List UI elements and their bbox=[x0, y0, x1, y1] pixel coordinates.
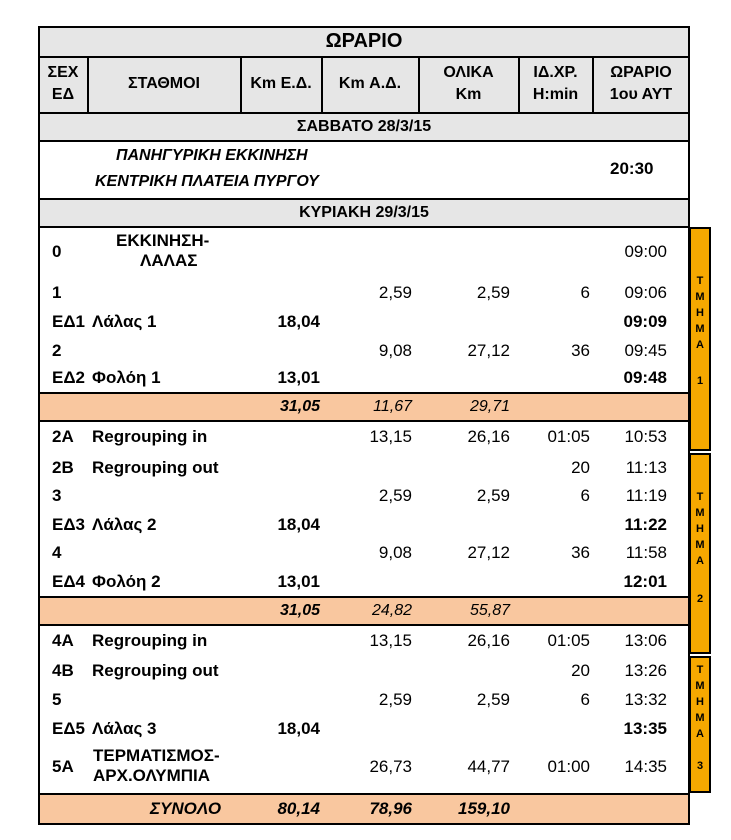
row-idxr: 36 bbox=[571, 543, 590, 562]
saturday-date: ΣΑΒΒΑΤΟ 28/3/15 bbox=[296, 118, 432, 135]
row-station: Regrouping out bbox=[92, 458, 219, 477]
subtotal-km-ed: 31,05 bbox=[279, 398, 320, 415]
row-idxr: 20 bbox=[571, 458, 590, 477]
subtotal-total: 55,87 bbox=[469, 602, 510, 619]
row-idxr: 01:05 bbox=[547, 427, 590, 446]
divider bbox=[38, 392, 690, 394]
row-sec: 2B bbox=[52, 458, 74, 477]
row-time: 11:58 bbox=[625, 543, 667, 562]
row-station: Λάλας 3 bbox=[92, 719, 157, 738]
row-station: Λάλας 1 bbox=[92, 312, 157, 331]
row-km-ad: 2,59 bbox=[378, 486, 412, 505]
row-sec: ΕΔ2 bbox=[52, 368, 86, 387]
row-idxr: 6 bbox=[580, 283, 590, 302]
row-time: 10:53 bbox=[624, 427, 667, 446]
row-total: 26,16 bbox=[467, 427, 510, 446]
row-sec: 5 bbox=[52, 690, 62, 709]
saturday-line2: ΚΕΝΤΡΙΚΗ ΠΛΑΤΕΙΑ ΠΥΡΓΟΥ bbox=[95, 173, 319, 190]
row-sec: 0 bbox=[52, 242, 62, 261]
row-sec: ΕΔ5 bbox=[52, 719, 86, 738]
header-sec: ΣΕΧ ΕΔ bbox=[47, 64, 79, 103]
row-sec: 4B bbox=[52, 661, 74, 680]
row-total: 44,77 bbox=[467, 757, 510, 776]
row-sec: ΕΔ1 bbox=[52, 312, 86, 331]
row-station: Regrouping in bbox=[92, 427, 208, 446]
row-total: 27,12 bbox=[467, 543, 510, 562]
row-km-ed: 13,01 bbox=[277, 572, 320, 591]
row-time: 11:22 bbox=[624, 515, 667, 534]
row-station: Regrouping in bbox=[92, 631, 208, 650]
row-sec: 3 bbox=[52, 486, 62, 505]
subtotal-km-ed: 31,05 bbox=[279, 602, 320, 619]
subtotal-km-ad: 11,67 bbox=[373, 398, 412, 415]
subtotal-km-ad: 24,82 bbox=[371, 602, 412, 619]
row-km-ad: 9,08 bbox=[378, 543, 412, 562]
divider bbox=[38, 596, 690, 598]
divider bbox=[38, 420, 690, 422]
divider bbox=[38, 198, 690, 200]
row-idxr: 6 bbox=[580, 690, 590, 709]
saturday-line1: ΠΑΝΗΓΥΡΙΚΗ ΕΚΚΙΝΗΣΗ bbox=[116, 147, 308, 164]
row-time: 09:48 bbox=[623, 368, 667, 387]
page-title: ΩΡΑΡΙΟ bbox=[325, 30, 403, 52]
row-sec: ΕΔ3 bbox=[52, 515, 86, 534]
row-km-ed: 18,04 bbox=[277, 719, 320, 738]
row-sec: 2A bbox=[52, 427, 74, 446]
sunday-date: ΚΥΡΙΑΚΗ 29/3/15 bbox=[299, 204, 429, 221]
row-idxr: 20 bbox=[571, 661, 590, 680]
header-schedule: ΩΡΑΡΙΟ 1ου ΑΥΤ bbox=[609, 64, 673, 103]
row-time: 12:01 bbox=[623, 572, 667, 591]
row-time: 09:00 bbox=[624, 242, 667, 261]
row-station: Φολόη 2 bbox=[92, 572, 161, 591]
row-total: 2,59 bbox=[476, 283, 510, 302]
row-total: 2,59 bbox=[476, 690, 510, 709]
row-time: 09:06 bbox=[624, 283, 667, 302]
row-sec: 4A bbox=[52, 631, 74, 650]
row-km-ad: 2,59 bbox=[378, 690, 412, 709]
row-station: Λάλας 2 bbox=[92, 515, 157, 534]
total-km-ed: 80,14 bbox=[277, 799, 320, 818]
row-station: Regrouping out bbox=[92, 661, 219, 680]
header-total-km: ΟΛΙΚΑ Km bbox=[443, 64, 494, 103]
row-time: 13:26 bbox=[624, 661, 667, 680]
total-label: ΣΥΝΟΛΟ bbox=[150, 799, 222, 818]
total-km-ad: 78,96 bbox=[369, 799, 412, 818]
divider bbox=[38, 226, 690, 228]
subtotal-total: 29,71 bbox=[469, 398, 510, 415]
row-sec: ΕΔ4 bbox=[52, 572, 86, 591]
row-station: Φολόη 1 bbox=[92, 368, 161, 387]
row-station: ΕΚΚΙΝΗΣΗ- bbox=[116, 231, 210, 250]
row-sec: 5A bbox=[52, 757, 74, 776]
row-km-ad: 9,08 bbox=[378, 341, 412, 360]
row-total: 27,12 bbox=[467, 341, 510, 360]
row-km-ad: 13,15 bbox=[369, 631, 412, 650]
row-km-ed: 18,04 bbox=[277, 312, 320, 331]
segment-2: Τ Μ Η Μ Α 2 bbox=[689, 453, 711, 654]
row-idxr: 01:05 bbox=[547, 631, 590, 650]
total-total: 159,10 bbox=[458, 799, 510, 818]
row-km-ad: 26,73 bbox=[369, 757, 412, 776]
segment-1: Τ Μ Η Μ Α 1 bbox=[689, 227, 711, 451]
header-km-ed: Km Ε.Δ. bbox=[250, 75, 312, 92]
header-idxr: ΙΔ.ΧΡ. H:min bbox=[532, 64, 579, 103]
divider bbox=[38, 793, 690, 795]
segment-3: Τ Μ Η Μ Α 3 bbox=[689, 656, 711, 793]
row-total: 26,16 bbox=[467, 631, 510, 650]
row-km-ad: 13,15 bbox=[369, 427, 412, 446]
divider bbox=[38, 140, 690, 142]
row-time: 13:06 bbox=[624, 631, 667, 650]
row-station: ΑΡΧ.ΟΛΥΜΠΙΑ bbox=[93, 766, 211, 785]
row-time: 11:13 bbox=[625, 458, 667, 477]
row-station: ΛΑΛΑΣ bbox=[140, 251, 198, 270]
row-time: 13:35 bbox=[623, 719, 667, 738]
row-total: 2,59 bbox=[476, 486, 510, 505]
row-idxr: 01:00 bbox=[547, 757, 590, 776]
row-sec: 1 bbox=[52, 283, 62, 302]
row-time: 11:19 bbox=[625, 486, 667, 505]
row-sec: 4 bbox=[52, 543, 62, 562]
header-km-ad: Km Α.Δ. bbox=[338, 75, 402, 92]
row-time: 13:32 bbox=[624, 690, 667, 709]
row-km-ad: 2,59 bbox=[378, 283, 412, 302]
row-time: 14:35 bbox=[624, 757, 667, 776]
row-idxr: 6 bbox=[580, 486, 590, 505]
header-stations: ΣΤΑΘΜΟΙ bbox=[128, 75, 200, 92]
row-station: ΤΕΡΜΑΤΙΣΜΟΣ- bbox=[93, 746, 220, 765]
divider bbox=[38, 624, 690, 626]
saturday-time: 20:30 bbox=[610, 159, 654, 178]
row-idxr: 36 bbox=[571, 341, 590, 360]
row-sec: 2 bbox=[52, 341, 62, 360]
row-km-ed: 18,04 bbox=[277, 515, 320, 534]
row-time: 09:45 bbox=[624, 341, 667, 360]
row-km-ed: 13,01 bbox=[277, 368, 320, 387]
row-time: 09:09 bbox=[623, 312, 667, 331]
